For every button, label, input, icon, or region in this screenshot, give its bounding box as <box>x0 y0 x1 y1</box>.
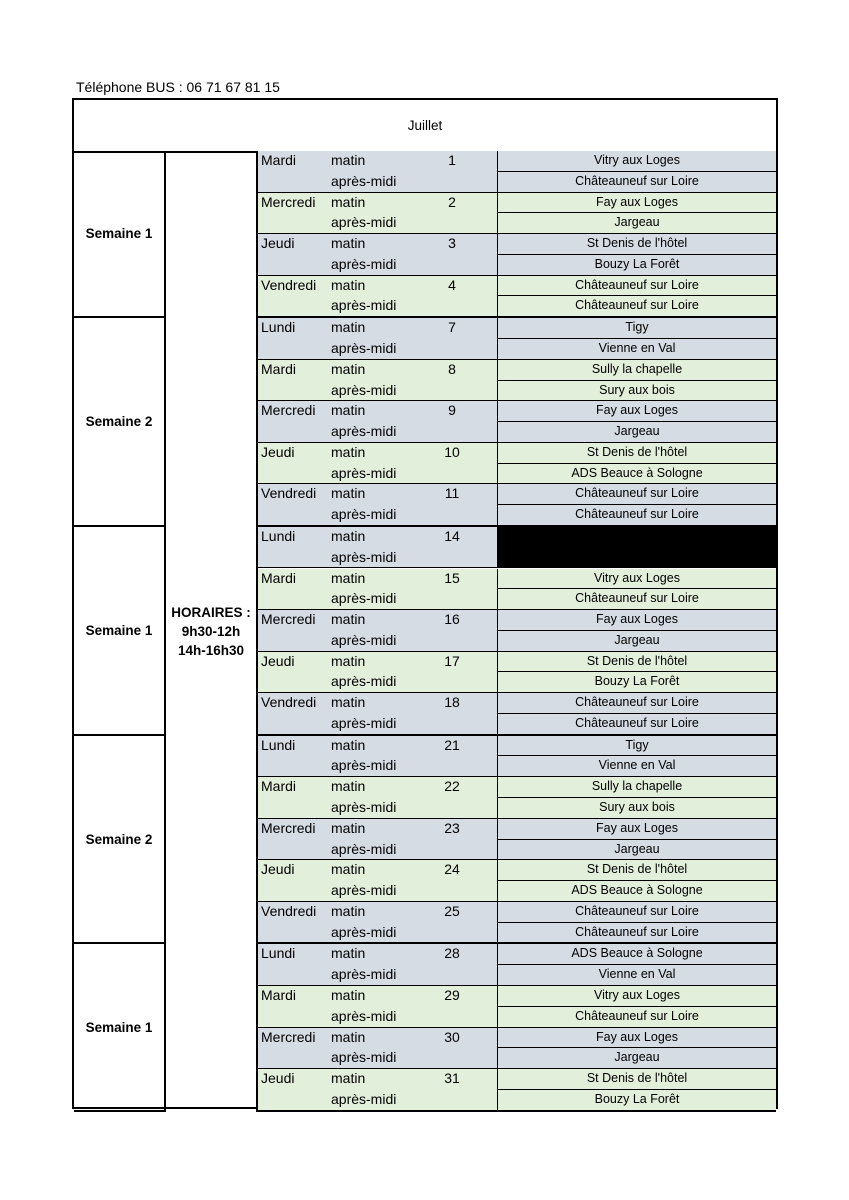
day-name: Jeudi <box>261 235 295 252</box>
location-morning: St Denis de l'hôtel <box>498 652 776 673</box>
week-label: Semaine 2 <box>74 318 166 527</box>
day-row <box>258 902 498 945</box>
day-name: Lundi <box>261 527 296 544</box>
location-morning: St Denis de l'hôtel <box>498 860 776 881</box>
day-name: Mardi <box>261 778 297 795</box>
day-row <box>258 652 498 694</box>
week-label: Semaine 2 <box>74 736 166 945</box>
day-row <box>258 777 498 819</box>
day-row <box>258 1069 498 1112</box>
location-afternoon: Bouzy La Forêt <box>498 255 776 276</box>
period-morning-label: matin <box>331 861 366 878</box>
day-number: 2 <box>448 193 456 210</box>
period-afternoon-label: après-midi <box>331 673 397 690</box>
day-name: Lundi <box>261 736 296 753</box>
location-afternoon: Jargeau <box>498 631 776 652</box>
period-afternoon-label: après-midi <box>331 339 397 356</box>
day-number: 25 <box>444 902 460 919</box>
day-number: 16 <box>444 611 460 628</box>
day-name: Vendredi <box>261 694 317 711</box>
period-morning-label: matin <box>331 694 366 711</box>
schedule-table <box>72 98 778 1109</box>
location-afternoon: ADS Beauce à Sologne <box>498 464 776 485</box>
location-morning: Vitry aux Loges <box>498 986 776 1007</box>
period-afternoon-label: après-midi <box>331 882 397 899</box>
location-afternoon: Jargeau <box>498 213 776 234</box>
day-row <box>258 527 498 569</box>
location-afternoon: Sury aux bois <box>498 798 776 819</box>
location-morning: Tigy <box>498 318 776 339</box>
day-number: 17 <box>444 652 460 669</box>
period-afternoon-label: après-midi <box>331 548 397 565</box>
period-afternoon-label: après-midi <box>331 631 397 648</box>
day-name: Mardi <box>261 987 297 1003</box>
period-morning-label: matin <box>331 778 366 795</box>
location-afternoon: Châteauneuf sur Loire <box>498 505 776 527</box>
period-afternoon-label: après-midi <box>331 506 397 523</box>
location-morning: Châteauneuf sur Loire <box>498 276 776 297</box>
location-morning: St Denis de l'hôtel <box>498 1069 776 1090</box>
location-morning: ADS Beauce à Sologne <box>498 944 776 965</box>
period-afternoon-label: après-midi <box>331 214 397 231</box>
day-row <box>258 234 498 276</box>
day-name: Mercredi <box>261 819 316 836</box>
period-morning-label: matin <box>331 902 366 919</box>
period-afternoon-label: après-midi <box>331 381 397 398</box>
period-morning-label: matin <box>331 360 366 377</box>
location-morning: Fay aux Loges <box>498 610 776 631</box>
period-morning-label: matin <box>331 736 366 753</box>
day-name: Jeudi <box>261 1070 295 1087</box>
period-afternoon-label: après-midi <box>331 464 397 481</box>
day-name: Vendredi <box>261 485 317 502</box>
location-afternoon: Châteauneuf sur Loire <box>498 714 776 736</box>
day-row <box>258 401 498 443</box>
month-header: Juillet <box>74 100 776 153</box>
day-row <box>258 360 498 402</box>
day-number: 21 <box>444 736 460 753</box>
location-afternoon: Vienne en Val <box>498 339 776 360</box>
period-morning-label: matin <box>331 611 366 628</box>
hours-line: HORAIRES : <box>171 604 251 620</box>
period-morning-label: matin <box>331 152 366 168</box>
period-morning-label: matin <box>331 443 366 460</box>
hours-line: 14h-16h30 <box>177 642 245 658</box>
location-afternoon: Châteauneuf sur Loire <box>498 589 776 610</box>
period-morning-label: matin <box>331 485 366 502</box>
day-number: 18 <box>444 694 460 711</box>
day-name: Jeudi <box>261 652 295 669</box>
day-number: 1 <box>448 152 456 168</box>
location-morning: Fay aux Loges <box>498 193 776 214</box>
day-name: Jeudi <box>261 443 295 460</box>
period-morning-label: matin <box>331 819 366 836</box>
period-afternoon-label: après-midi <box>331 757 397 774</box>
period-afternoon-label: après-midi <box>331 1090 397 1107</box>
period-morning-label: matin <box>331 945 366 962</box>
period-afternoon-label: après-midi <box>331 799 397 816</box>
location-morning: Fay aux Loges <box>498 1028 776 1049</box>
period-afternoon-label: après-midi <box>331 255 397 272</box>
day-name: Vendredi <box>261 276 317 293</box>
location-afternoon: Bouzy La Forêt <box>498 672 776 693</box>
day-row <box>258 318 498 360</box>
period-morning-label: matin <box>331 402 366 419</box>
day-name: Mercredi <box>261 611 316 628</box>
day-row <box>258 610 498 652</box>
period-afternoon-label: après-midi <box>331 297 397 314</box>
day-name: Vendredi <box>261 902 317 919</box>
location-morning: Sully la chapelle <box>498 360 776 381</box>
day-number: 31 <box>444 1070 460 1087</box>
period-morning-label: matin <box>331 276 366 293</box>
day-name: Mardi <box>261 152 297 168</box>
location-afternoon: Jargeau <box>498 840 776 861</box>
day-number: 4 <box>448 276 456 293</box>
week-label: Semaine 1 <box>74 527 166 736</box>
location-morning: Châteauneuf sur Loire <box>498 902 776 923</box>
period-morning-label: matin <box>331 1070 366 1087</box>
day-number: 15 <box>444 569 460 586</box>
day-row <box>258 276 498 319</box>
day-number: 23 <box>444 819 460 836</box>
day-number: 24 <box>444 861 460 878</box>
location-afternoon: Jargeau <box>498 422 776 443</box>
period-morning-label: matin <box>331 987 366 1003</box>
period-morning-label: matin <box>331 569 366 586</box>
hours-line: 9h30-12h <box>181 623 241 639</box>
location-morning: Vitry aux Loges <box>498 569 776 590</box>
day-name: Jeudi <box>261 861 295 878</box>
blocked-cell <box>498 527 776 569</box>
period-afternoon-label: après-midi <box>331 966 397 983</box>
location-afternoon: Vienne en Val <box>498 965 776 986</box>
day-name: Mercredi <box>261 402 316 419</box>
day-row <box>258 860 498 902</box>
location-afternoon: Châteauneuf sur Loire <box>498 172 776 193</box>
period-afternoon-label: après-midi <box>331 1007 397 1024</box>
period-afternoon-label: après-midi <box>331 1049 397 1066</box>
period-morning-label: matin <box>331 235 366 252</box>
day-number: 9 <box>448 402 456 419</box>
period-afternoon-label: après-midi <box>331 840 397 857</box>
location-morning: Sully la chapelle <box>498 777 776 798</box>
phone-label: Téléphone BUS : 06 71 67 81 15 <box>76 79 280 95</box>
location-morning: Fay aux Loges <box>498 401 776 422</box>
day-number: 3 <box>448 235 456 252</box>
period-morning-label: matin <box>331 1028 366 1045</box>
day-number: 14 <box>444 527 460 544</box>
day-number: 29 <box>444 987 460 1003</box>
day-row <box>258 736 498 778</box>
period-afternoon-label: après-midi <box>331 172 397 189</box>
location-afternoon: Vienne en Val <box>498 756 776 777</box>
location-afternoon: Bouzy La Forêt <box>498 1090 776 1112</box>
location-morning: St Denis de l'hôtel <box>498 443 776 464</box>
location-morning: St Denis de l'hôtel <box>498 234 776 255</box>
day-row <box>258 193 498 235</box>
day-number: 28 <box>444 945 460 962</box>
location-morning: Châteauneuf sur Loire <box>498 484 776 505</box>
day-name: Mercredi <box>261 1028 316 1045</box>
period-afternoon-label: après-midi <box>331 423 397 440</box>
day-row <box>258 944 498 986</box>
period-morning-label: matin <box>331 319 366 336</box>
location-morning: Fay aux Loges <box>498 819 776 840</box>
day-number: 8 <box>448 360 456 377</box>
day-number: 7 <box>448 319 456 336</box>
day-row <box>258 569 498 611</box>
day-name: Lundi <box>261 319 296 336</box>
day-row <box>258 443 498 485</box>
day-number: 10 <box>444 443 460 460</box>
location-afternoon: Jargeau <box>498 1048 776 1069</box>
day-row <box>258 484 498 527</box>
location-afternoon: Châteauneuf sur Loire <box>498 1007 776 1028</box>
hours-cell <box>166 151 258 1112</box>
week-label: Semaine 1 <box>74 151 166 318</box>
location-afternoon: Châteauneuf sur Loire <box>498 923 776 945</box>
location-afternoon: ADS Beauce à Sologne <box>498 881 776 902</box>
day-name: Mardi <box>261 569 297 586</box>
location-afternoon: Châteauneuf sur Loire <box>498 296 776 318</box>
day-number: 11 <box>444 485 460 502</box>
period-morning-label: matin <box>331 193 366 210</box>
period-morning-label: matin <box>331 527 366 544</box>
day-row <box>258 693 498 736</box>
period-afternoon-label: après-midi <box>331 714 397 731</box>
day-name: Mardi <box>261 360 297 377</box>
day-name: Lundi <box>261 945 296 962</box>
day-row <box>258 151 498 193</box>
day-name: Mercredi <box>261 193 316 210</box>
week-label: Semaine 1 <box>74 944 166 1111</box>
period-afternoon-label: après-midi <box>331 923 397 940</box>
day-row <box>258 986 498 1028</box>
location-afternoon: Sury aux bois <box>498 381 776 402</box>
period-afternoon-label: après-midi <box>331 590 397 607</box>
period-morning-label: matin <box>331 652 366 669</box>
day-number: 30 <box>444 1028 460 1045</box>
location-morning: Tigy <box>498 736 776 757</box>
hours-text <box>171 603 251 660</box>
day-row <box>258 1028 498 1070</box>
day-number: 22 <box>444 778 460 795</box>
day-row <box>258 819 498 861</box>
location-morning: Vitry aux Loges <box>498 151 776 172</box>
location-morning: Châteauneuf sur Loire <box>498 693 776 714</box>
